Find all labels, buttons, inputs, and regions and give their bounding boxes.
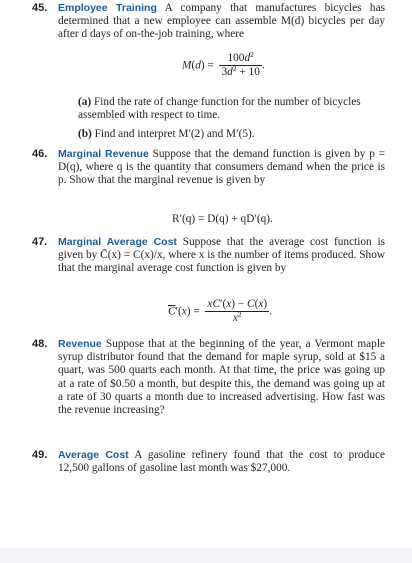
problem-number: 48. bbox=[32, 338, 48, 350]
equation-46: R′(q) = D(q) + qD′(q). bbox=[172, 213, 273, 225]
problem-46 bbox=[32, 148, 385, 188]
problem-title: Employee Training bbox=[58, 2, 157, 14]
problem-number: 47. bbox=[32, 236, 48, 248]
problem-45 bbox=[32, 2, 385, 42]
problem-title: Marginal Revenue bbox=[58, 148, 149, 160]
problem-text: Suppose that the average cost function is given by C̄(x) = C(x)/x, where x is the number of items produced. Show that the marginal average cost function is given by bbox=[58, 236, 385, 275]
problem-number: 45. bbox=[32, 2, 48, 14]
problem-number: 46. bbox=[32, 148, 48, 160]
problem-49 bbox=[32, 449, 385, 475]
page-footer-band bbox=[0, 548, 412, 563]
problem-title: Average Cost bbox=[58, 449, 129, 461]
problem-text: Suppose that at the beginning of the year, a Vermont maple syrup distributor found that the demand for maple syrup, sold at $15 a quart, was 500 quarts each month. At that time, the price was going up at a rate of $0.50 a month, but despite this, the demand was going up at a rate of 30 quarts a month due to increased advertising. How fast was the revenue increasing? bbox=[58, 338, 385, 417]
problem-47 bbox=[32, 236, 385, 276]
equation-45: M(d) = $\frac{100d^2}{3d^2 + 10}$ . bbox=[182, 50, 265, 78]
equation-47: $\overline{C}'(x)$ = $\frac{xC'(x) - C(x)}{x^2}$ . bbox=[168, 298, 272, 324]
problem-title: Marginal Average Cost bbox=[58, 236, 177, 248]
problem-text: A company that manufactures bicycles has determined that a new employee can assemble M(d) bicycles per day after d days of on-the-job training, where bbox=[58, 2, 385, 41]
problem-text: A gasoline refinery found that the cost to produce 12,500 gallons of gasoline last month was $27,000. bbox=[58, 449, 385, 475]
problem-48 bbox=[32, 338, 385, 417]
problem-number: 49. bbox=[32, 449, 48, 461]
problem-45-part-b: (b) Find and interpret M′(2) and M′(5). bbox=[78, 128, 255, 140]
problem-title: Revenue bbox=[58, 338, 102, 350]
problem-45-part-a: (a) Find the rate of change function for the number of bicycles assembled with respect to time. bbox=[78, 96, 361, 122]
problem-text: Suppose that the demand function is given by p = D(q), where q is the quantity that consumers demand when the price is p. Show that the marginal revenue is given by bbox=[58, 148, 385, 187]
